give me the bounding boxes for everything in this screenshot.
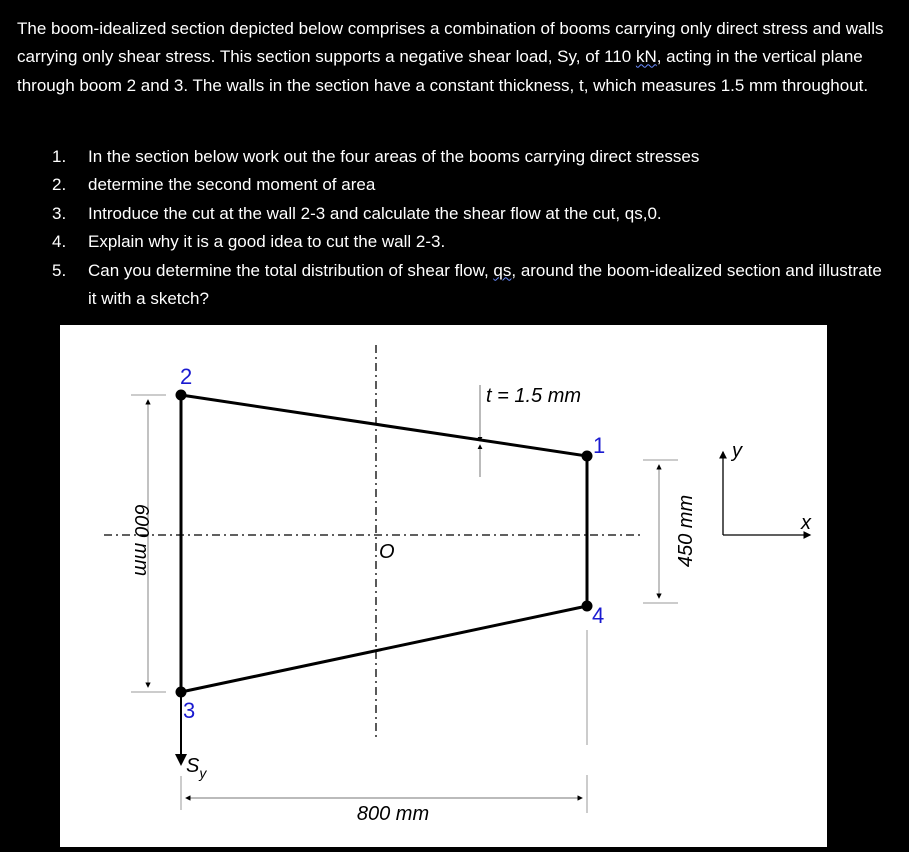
question-number: 3.: [52, 203, 67, 223]
statement-text-2: , acting in the vertical plane through boom 2 and 3. The walls in the section have a constant thickness, t, which measures 1.5 mm throughout.: [17, 47, 869, 95]
section-diagram: [60, 325, 827, 847]
question-text: Can you determine the total distribution of shear flow,: [88, 260, 494, 280]
statement-text: The boom-idealized section depicted below comprises a combination of booms carrying only direct stress and walls carrying only shear stress. This section supports a negative shear load, Sy, of 110: [17, 19, 884, 67]
boom-label-3: 3: [183, 698, 196, 723]
boom-label-1: 1: [593, 433, 606, 458]
question-item: [52, 143, 892, 171]
boom-label-2: 2: [180, 364, 193, 389]
boom-1: [582, 451, 593, 462]
dim-600-label: 600 mm: [130, 503, 152, 577]
origin-label: O: [379, 541, 395, 563]
diagram-svg: [60, 325, 827, 847]
question-text-end: , around the boom-idealized section and illustrate it with a sketch?: [88, 260, 882, 309]
shear-load-label: $S_y$: [186, 755, 207, 781]
question-number: 1.: [52, 147, 67, 166]
unit-kn: kN: [635, 47, 657, 67]
question-text: Explain why it is a good idea to cut the wall 2-3.: [88, 232, 446, 252]
x-axis-label: x: [801, 512, 811, 534]
dim-450-label: 450 mm: [675, 494, 697, 568]
dim-800-label: 800 mm: [356, 803, 430, 825]
question-list: [52, 143, 892, 313]
question-number: 4.: [52, 232, 67, 252]
boom-label-4: 4: [592, 603, 605, 628]
question-item: [52, 228, 892, 256]
question-text: determine the second moment of area: [88, 175, 376, 195]
problem-statement: [17, 15, 902, 100]
question-text: Introduce the cut at the wall 2-3 and calculate the shear flow at the cut, qs,0.: [88, 203, 662, 223]
y-axis-label: y: [732, 440, 742, 462]
question-number: 2.: [52, 175, 67, 195]
question-item: [52, 171, 892, 199]
question-item: [52, 257, 892, 314]
question-item: [52, 200, 892, 228]
question-text-qs: qs: [493, 260, 512, 280]
boom-4: [582, 601, 593, 612]
boom-2: [176, 390, 187, 401]
question-text: In the section below work out the four areas of the booms carrying direct stresses: [88, 147, 700, 166]
thickness-label: t = 1.5 mm: [486, 385, 582, 407]
question-number: 5.: [52, 260, 67, 280]
